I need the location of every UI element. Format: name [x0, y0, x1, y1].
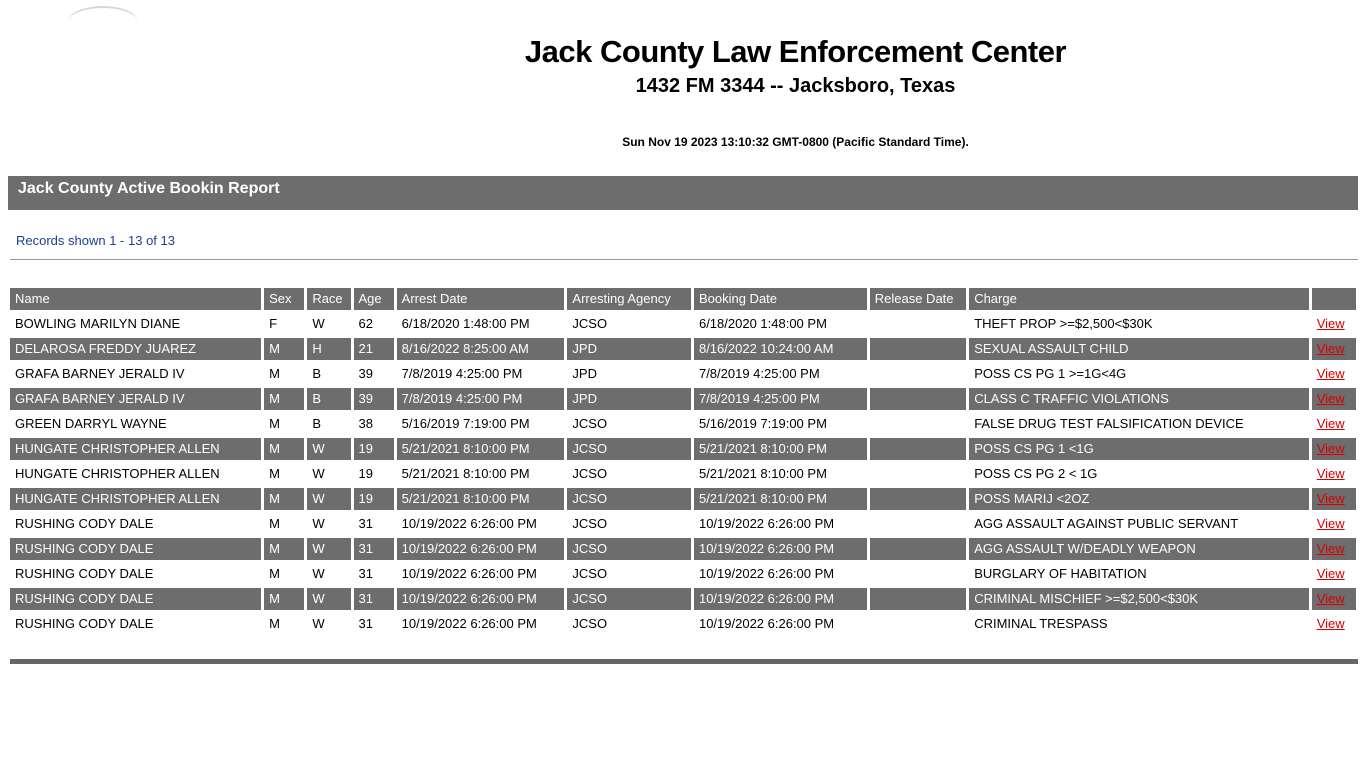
column-header-race: Race [307, 288, 350, 310]
cell-charge: POSS CS PG 1 >=1G<4G [969, 363, 1309, 385]
cell-arresting-agency: JCSO [567, 613, 691, 635]
cell-release-date [870, 513, 966, 535]
cell-sex: M [264, 588, 304, 610]
table-row [10, 588, 1356, 610]
cell-race: H [307, 338, 350, 360]
cell-sex: M [264, 463, 304, 485]
cell-booking-date: 10/19/2022 6:26:00 PM [694, 613, 867, 635]
cell-name: HUNGATE CHRISTOPHER ALLEN [10, 463, 261, 485]
view-link[interactable]: View [1316, 591, 1345, 606]
table-row [10, 413, 1356, 435]
cell-charge: THEFT PROP >=$2,500<$30K [969, 313, 1309, 335]
view-link[interactable]: View [1316, 516, 1345, 531]
table-row [10, 613, 1356, 635]
column-header-booking-date: Booking Date [694, 288, 867, 310]
cell-booking-date: 8/16/2022 10:24:00 AM [694, 338, 867, 360]
logo-area [0, 0, 225, 120]
column-header-arrest-date: Arrest Date [397, 288, 565, 310]
cell-sex: M [264, 513, 304, 535]
view-link[interactable]: View [1316, 466, 1345, 481]
cell-booking-date: 6/18/2020 1:48:00 PM [694, 313, 867, 335]
table-row [10, 563, 1356, 585]
cell-name: RUSHING CODY DALE [10, 538, 261, 560]
cell-age: 31 [354, 538, 394, 560]
cell-charge: CRIMINAL MISCHIEF >=$2,500<$30K [969, 588, 1309, 610]
cell-arresting-agency: JCSO [567, 538, 691, 560]
cell-arresting-agency: JPD [567, 388, 691, 410]
cell-arresting-agency: JCSO [567, 313, 691, 335]
cell-arrest-date: 6/18/2020 1:48:00 PM [397, 313, 565, 335]
cell-view [1312, 413, 1356, 435]
cell-arresting-agency: JCSO [567, 588, 691, 610]
cell-name: HUNGATE CHRISTOPHER ALLEN [10, 488, 261, 510]
cell-release-date [870, 613, 966, 635]
cell-charge: SEXUAL ASSAULT CHILD [969, 338, 1309, 360]
cell-arrest-date: 7/8/2019 4:25:00 PM [397, 388, 565, 410]
cell-arrest-date: 10/19/2022 6:26:00 PM [397, 613, 565, 635]
cell-name: BOWLING MARILYN DIANE [10, 313, 261, 335]
cell-arresting-agency: JCSO [567, 438, 691, 460]
cell-name: RUSHING CODY DALE [10, 588, 261, 610]
bottom-rule [10, 659, 1358, 664]
view-link[interactable]: View [1316, 441, 1345, 456]
view-link[interactable]: View [1316, 616, 1345, 631]
table-row [10, 313, 1356, 335]
cell-charge: FALSE DRUG TEST FALSIFICATION DEVICE [969, 413, 1309, 435]
cell-age: 21 [354, 338, 394, 360]
cell-age: 39 [354, 363, 394, 385]
cell-release-date [870, 488, 966, 510]
report-timestamp: Sun Nov 19 2023 13:10:32 GMT-0800 (Pacific Standard Time). [622, 135, 969, 149]
table-row [10, 463, 1356, 485]
cell-release-date [870, 313, 966, 335]
cell-arresting-agency: JCSO [567, 488, 691, 510]
page-subtitle: 1432 FM 3344 -- Jacksboro, Texas [635, 75, 956, 97]
cell-race: B [307, 413, 350, 435]
cell-view [1312, 488, 1356, 510]
cell-race: W [307, 488, 350, 510]
cell-arrest-date: 5/16/2019 7:19:00 PM [397, 413, 565, 435]
report-title: Jack County Active Bookin Report [18, 180, 280, 197]
cell-age: 19 [354, 488, 394, 510]
cell-age: 31 [354, 613, 394, 635]
table-header-row [10, 288, 1356, 310]
cell-booking-date: 5/21/2021 8:10:00 PM [694, 463, 867, 485]
cell-arrest-date: 10/19/2022 6:26:00 PM [397, 538, 565, 560]
report-title-bar [8, 176, 1358, 210]
cell-race: B [307, 388, 350, 410]
cell-release-date [870, 588, 966, 610]
cell-sex: M [264, 488, 304, 510]
cell-arrest-date: 5/21/2021 8:10:00 PM [397, 463, 565, 485]
cell-race: W [307, 438, 350, 460]
cell-release-date [870, 438, 966, 460]
cell-name: GRAFA BARNEY JERALD IV [10, 363, 261, 385]
header-text-block [225, 0, 1366, 149]
cell-arresting-agency: JCSO [567, 513, 691, 535]
cell-charge: CRIMINAL TRESPASS [969, 613, 1309, 635]
cell-booking-date: 5/21/2021 8:10:00 PM [694, 488, 867, 510]
table-row [10, 488, 1356, 510]
cell-release-date [870, 563, 966, 585]
cell-name: RUSHING CODY DALE [10, 613, 261, 635]
view-link[interactable]: View [1316, 316, 1345, 331]
cell-arrest-date: 5/21/2021 8:10:00 PM [397, 438, 565, 460]
cell-booking-date: 7/8/2019 4:25:00 PM [694, 388, 867, 410]
cell-charge: AGG ASSAULT W/DEADLY WEAPON [969, 538, 1309, 560]
cell-race: W [307, 513, 350, 535]
cell-age: 38 [354, 413, 394, 435]
cell-arrest-date: 10/19/2022 6:26:00 PM [397, 513, 565, 535]
page-header [0, 0, 1366, 149]
cell-age: 31 [354, 563, 394, 585]
cell-arrest-date: 5/21/2021 8:10:00 PM [397, 488, 565, 510]
cell-booking-date: 5/21/2021 8:10:00 PM [694, 438, 867, 460]
column-header-sex: Sex [264, 288, 304, 310]
logo-image [68, 6, 138, 38]
cell-arrest-date: 7/8/2019 4:25:00 PM [397, 363, 565, 385]
cell-booking-date: 5/16/2019 7:19:00 PM [694, 413, 867, 435]
table-row [10, 388, 1356, 410]
cell-arresting-agency: JPD [567, 363, 691, 385]
column-header-view [1312, 288, 1356, 310]
cell-sex: F [264, 313, 304, 335]
cell-arrest-date: 8/16/2022 8:25:00 AM [397, 338, 565, 360]
view-link[interactable]: View [1316, 391, 1345, 406]
column-header-release-date: Release Date [870, 288, 966, 310]
cell-age: 39 [354, 388, 394, 410]
cell-race: W [307, 588, 350, 610]
cell-charge: POSS MARIJ <2OZ [969, 488, 1309, 510]
cell-release-date [870, 463, 966, 485]
view-link[interactable]: View [1316, 341, 1345, 356]
cell-arresting-agency: JCSO [567, 563, 691, 585]
column-header-age: Age [354, 288, 394, 310]
records-shown-text: Records shown 1 - 13 of 13 [16, 233, 175, 248]
cell-booking-date: 10/19/2022 6:26:00 PM [694, 588, 867, 610]
cell-age: 31 [354, 513, 394, 535]
cell-age: 19 [354, 463, 394, 485]
cell-race: W [307, 313, 350, 335]
cell-name: HUNGATE CHRISTOPHER ALLEN [10, 438, 261, 460]
cell-view [1312, 563, 1356, 585]
cell-view [1312, 513, 1356, 535]
cell-arrest-date: 10/19/2022 6:26:00 PM [397, 588, 565, 610]
booking-table [7, 285, 1359, 638]
cell-race: W [307, 613, 350, 635]
cell-view [1312, 438, 1356, 460]
cell-arrest-date: 10/19/2022 6:26:00 PM [397, 563, 565, 585]
cell-view [1312, 613, 1356, 635]
cell-release-date [870, 413, 966, 435]
cell-race: W [307, 563, 350, 585]
table-row [10, 438, 1356, 460]
cell-release-date [870, 538, 966, 560]
page-title: Jack County Law Enforcement Center [524, 34, 1067, 69]
cell-view [1312, 363, 1356, 385]
cell-name: GREEN DARRYL WAYNE [10, 413, 261, 435]
cell-view [1312, 388, 1356, 410]
cell-booking-date: 10/19/2022 6:26:00 PM [694, 563, 867, 585]
cell-charge: BURGLARY OF HABITATION [969, 563, 1309, 585]
cell-age: 31 [354, 588, 394, 610]
column-header-charge: Charge [969, 288, 1309, 310]
view-link[interactable]: View [1316, 491, 1345, 506]
cell-booking-date: 10/19/2022 6:26:00 PM [694, 513, 867, 535]
cell-charge: CLASS C TRAFFIC VIOLATIONS [969, 388, 1309, 410]
cell-age: 62 [354, 313, 394, 335]
cell-charge: AGG ASSAULT AGAINST PUBLIC SERVANT [969, 513, 1309, 535]
table-row [10, 513, 1356, 535]
cell-release-date [870, 363, 966, 385]
cell-booking-date: 7/8/2019 4:25:00 PM [694, 363, 867, 385]
cell-sex: M [264, 438, 304, 460]
cell-sex: M [264, 538, 304, 560]
cell-race: W [307, 538, 350, 560]
view-link[interactable]: View [1316, 541, 1345, 556]
cell-arresting-agency: JCSO [567, 463, 691, 485]
cell-race: B [307, 363, 350, 385]
cell-charge: POSS CS PG 1 <1G [969, 438, 1309, 460]
table-row [10, 538, 1356, 560]
cell-view [1312, 463, 1356, 485]
cell-release-date [870, 388, 966, 410]
cell-name: DELAROSA FREDDY JUAREZ [10, 338, 261, 360]
view-link[interactable]: View [1316, 416, 1345, 431]
cell-sex: M [264, 563, 304, 585]
divider-line [10, 259, 1358, 260]
cell-view [1312, 588, 1356, 610]
view-link[interactable]: View [1316, 566, 1345, 581]
cell-arresting-agency: JCSO [567, 413, 691, 435]
view-link[interactable]: View [1316, 366, 1345, 381]
cell-release-date [870, 338, 966, 360]
cell-name: RUSHING CODY DALE [10, 563, 261, 585]
cell-sex: M [264, 338, 304, 360]
table-row [10, 363, 1356, 385]
cell-sex: M [264, 613, 304, 635]
cell-name: GRAFA BARNEY JERALD IV [10, 388, 261, 410]
column-header-arresting-agency: Arresting Agency [567, 288, 691, 310]
cell-sex: M [264, 363, 304, 385]
cell-age: 19 [354, 438, 394, 460]
cell-name: RUSHING CODY DALE [10, 513, 261, 535]
column-header-name: Name [10, 288, 261, 310]
cell-view [1312, 338, 1356, 360]
cell-charge: POSS CS PG 2 < 1G [969, 463, 1309, 485]
cell-sex: M [264, 413, 304, 435]
cell-view [1312, 313, 1356, 335]
cell-race: W [307, 463, 350, 485]
cell-arresting-agency: JPD [567, 338, 691, 360]
cell-view [1312, 538, 1356, 560]
cell-booking-date: 10/19/2022 6:26:00 PM [694, 538, 867, 560]
cell-sex: M [264, 388, 304, 410]
table-row [10, 338, 1356, 360]
